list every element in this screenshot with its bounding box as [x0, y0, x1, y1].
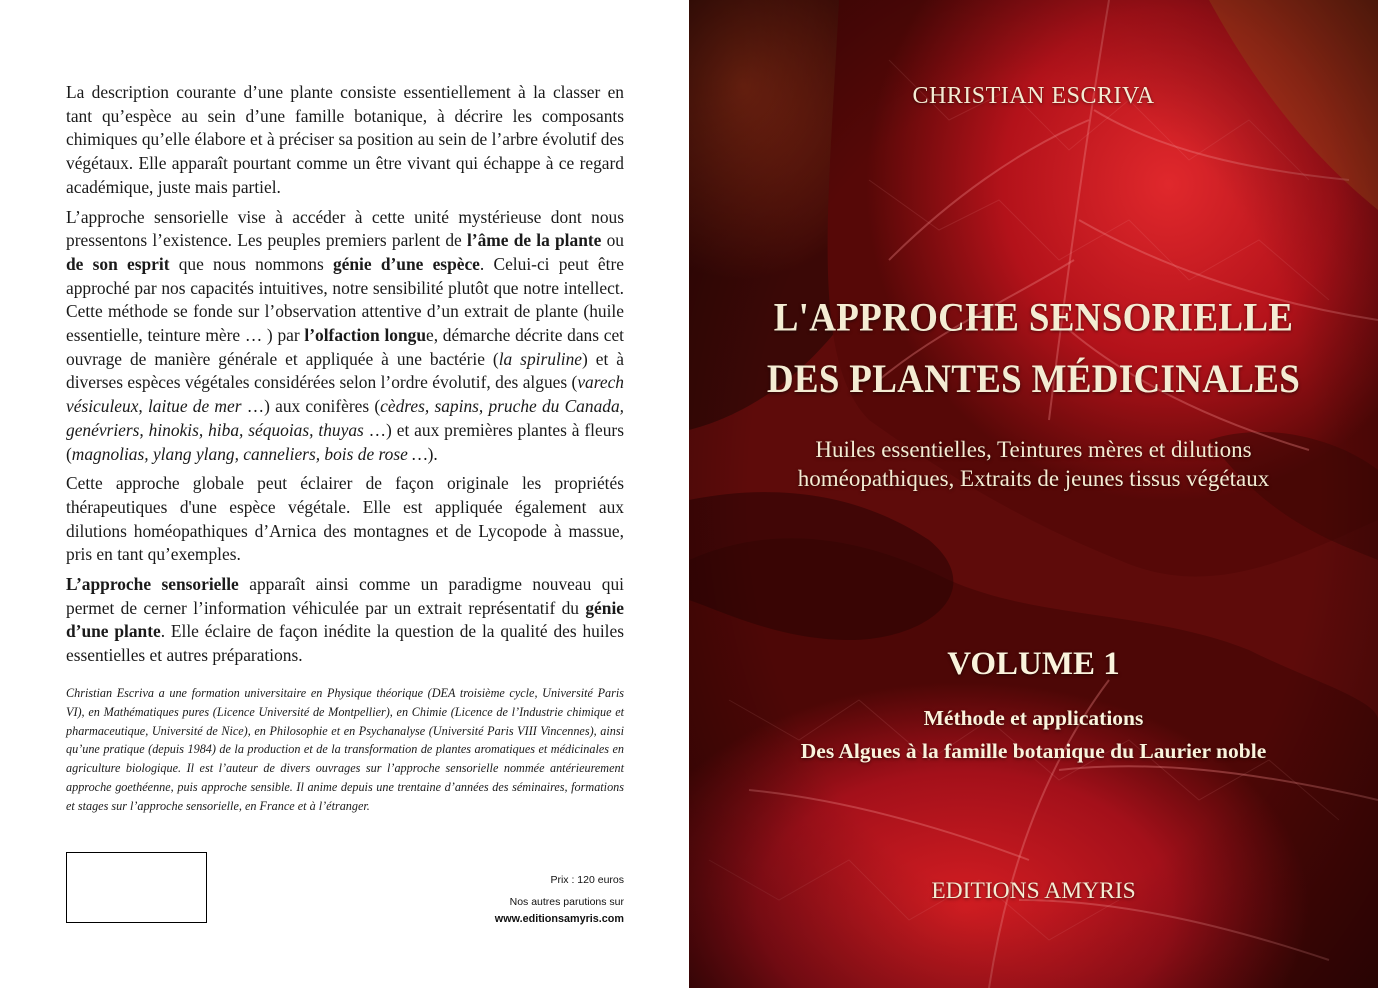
price-label: Prix : 120 euros: [550, 874, 624, 886]
other-releases-label: Nos autres parutions sur: [509, 896, 624, 908]
barcode-placeholder: [66, 852, 207, 923]
back-paragraph: [66, 573, 624, 668]
text-run: La description courante d’une plante consiste essentiellement à la classer en tant qu’espèce au sein d’une famille botanique, à décrire les composants chimiques qu’elle élabore et à préciser sa position au sein de l’arbre évolutif des végétaux. Elle apparaît pourtant comme un être vivant qui échappe à ce regard académique, juste mais partiel.: [66, 82, 624, 197]
back-cover-text: [66, 81, 624, 674]
text-run: apparaît ainsi comme un paradigme nouveau qui permet de cerner l’information véhiculée par un extrait représentatif du: [66, 574, 624, 618]
bold-run: génie d’une espèce: [332, 253, 480, 274]
book-title-line1: L'APPROCHE SENSORIELLE: [773, 296, 1294, 341]
bold-run: l’âme de la plante: [466, 230, 602, 251]
text-run: ).: [427, 443, 438, 464]
subtitle-line1: Huiles essentielles, Teintures mères et dilutions: [815, 437, 1252, 462]
book-title-line2: DES PLANTES MÉDICINALES: [766, 357, 1301, 402]
author-bio: Christian Escriva a une formation universitaire en Physique théorique (DEA troisième cycle, Université Paris VI), en Mathématiques pures (Licence Université de Montpellier), en Chimie (Licence de l’Industrie chimique et pharmaceutique, Université de Nice), en Philosophie et en Psychanalyse (Université Paris VIII Vincennes), ainsi qu’une pratique (depuis 1984) de la production et de la transformation de plantes aromatiques et médicinales en agriculture biologique. Il est l’auteur de divers ouvrages sur l’approche sensorielle nommée antérieurement approche goethéenne, puis approche sensible. Il anime depuis une trentaine d’années des séminaires, formations et stages sur l’approche sensorielle, en France et à l’étranger.: [66, 686, 624, 813]
text-run: e, démarche décrite dans cet ouvrage de manière générale et appliquée à une bactérie (: [66, 325, 625, 369]
book-subtitle: [689, 435, 1378, 493]
volume-label: VOLUME 1: [947, 646, 1120, 682]
author-name: CHRISTIAN ESCRIVA: [912, 83, 1155, 109]
text-run: ou: [601, 230, 624, 251]
bold-run: L’approche sensorielle: [66, 574, 239, 595]
volume-subtitle-line1: Méthode et applications: [923, 706, 1144, 730]
book-title: [689, 287, 1378, 410]
back-paragraph: [66, 472, 624, 567]
website-link[interactable]: www.editionsamyris.com: [494, 913, 624, 925]
price-block: [384, 872, 624, 928]
text-run: . Elle éclaire de façon inédite la question de la qualité des huiles essentielles et autres préparations.: [66, 621, 624, 666]
italic-run: cèdres, sapins, pruche du Canada, genévriers, hinokis, hiba, séquoias, thuyas: [66, 396, 625, 440]
front-cover: [689, 0, 1378, 988]
text-run: ) et à diverses espèces végétales considérées selon l’ordre évolutif, des algues (: [66, 348, 624, 393]
text-run: …) et aux premières plantes à fleurs (: [66, 419, 624, 464]
bold-run: génie d’une plante: [66, 597, 624, 642]
publisher-name: EDITIONS AMYRIS: [931, 878, 1136, 904]
text-run: …) aux conifères (: [241, 396, 381, 417]
italic-run: varech vésiculeux, laitue de mer: [66, 372, 624, 417]
text-run: L’approche sensorielle vise à accéder à cette unité mystérieuse dont nous pressentons l’existence. Les peuples premiers parlent de: [66, 206, 624, 251]
text-run: . Celui-ci peut être approché par nos capacités intuitives, notre sensibilité plutôt que notre intellect. Cette méthode se fonde sur l’observation attentive d’un extrait de plante (huile essentielle, teinture mère … ) par: [66, 253, 624, 346]
bold-run: de son esprit: [66, 253, 170, 274]
subtitle-line2: homéopathiques, Extraits de jeunes tissus végétaux: [797, 466, 1270, 491]
back-paragraph: [66, 81, 624, 200]
text-run: Cette approche globale peut éclairer de façon originale les propriétés thérapeutiques d'une espèce végétale. Elle est appliquée également aux dilutions homéopathiques d’Arnica des montagnes et de Lycopode à massue, pris en tant qu’exemples.: [66, 473, 624, 565]
volume-subtitle: [689, 702, 1378, 768]
red-leaves-background: [689, 0, 1378, 988]
text-run: que nous nommons: [169, 253, 333, 274]
italic-run: la spiruline: [498, 348, 583, 369]
bold-run: l’olfaction longu: [304, 325, 427, 346]
volume-subtitle-line2: Des Algues à la famille botanique du Laurier noble: [800, 739, 1267, 763]
back-paragraph: [66, 206, 624, 467]
italic-run: magnolias, ylang ylang, canneliers, bois de rose …: [71, 443, 428, 464]
